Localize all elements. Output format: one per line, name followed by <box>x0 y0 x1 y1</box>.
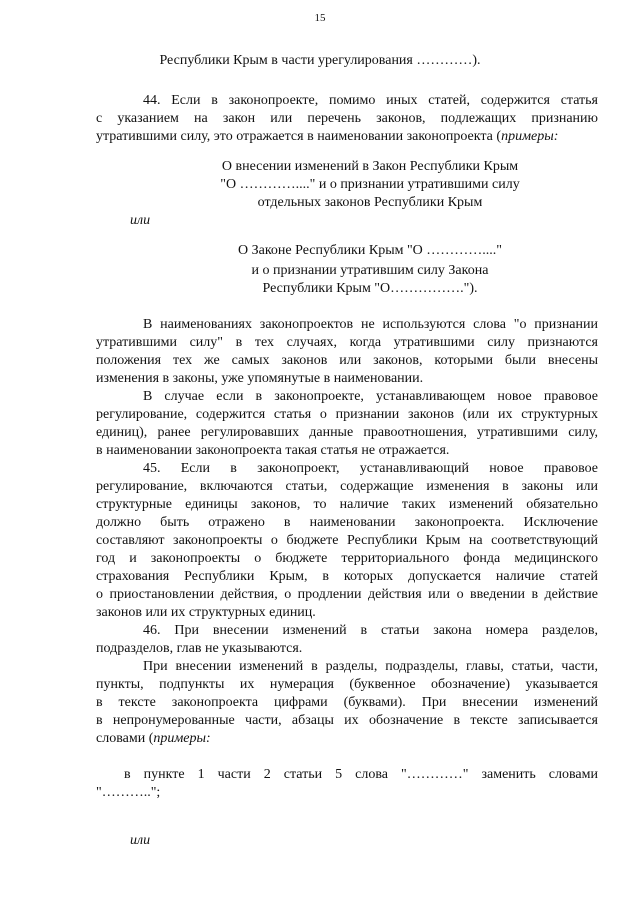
text-line: регулирование, содержится статья о признании законов (или их структурных <box>96 407 598 422</box>
example-line: "……….."; <box>96 785 161 800</box>
text-line: в наименовании законопроекта такая статья не отражается. <box>96 443 450 458</box>
italic-text: примеры: <box>153 731 211 746</box>
text-line: страхования Республики Крым, в которых допускается наличие статей <box>96 569 598 584</box>
text-line: При внесении изменений в разделы, подразделы, главы, статьи, части, <box>143 659 598 674</box>
text-span: утратившими силу, это отражается в наименовании законопроекта ( <box>96 129 502 144</box>
text-line: 44. Если в законопроекте, помимо иных статей, содержится статья <box>143 93 598 108</box>
text-line: утратившими силу" в тех случаях, когда утратившими силу признаются <box>96 335 598 350</box>
text-line: пункты, подпункты их нумерация (буквенное обозначение) указывается <box>96 677 598 692</box>
italic-text: примеры: <box>501 129 559 144</box>
text-line: положения тех же самых законов или законов, которыми были внесены <box>96 353 598 368</box>
or-label: или <box>130 833 151 848</box>
text-line: о приостановлении действия, о продлении действия или о введении в действие <box>96 587 598 602</box>
text-line: составляют законопроекты о бюджете Республики Крым на соответствующий <box>96 533 598 548</box>
text-line: Республики Крым в части урегулирования …………). <box>159 53 481 68</box>
text-line <box>96 128 558 146</box>
text-line: В наименованиях законопроектов не используются слова "о признании <box>143 317 598 332</box>
text-line: с указанием на закон или перечень законов, подлежащих признанию <box>96 111 598 126</box>
text-line: год и законопроекты о бюджете территориального фонда медицинского <box>96 551 598 566</box>
text-line: в тексте законопроекта цифрами (буквами). При внесении изменений <box>96 695 598 710</box>
text-line: регулирование, включаются статьи, содержащие изменения в законы или <box>96 479 598 494</box>
text-line: В случае если в законопроекте, устанавливающем новое правовое <box>143 389 598 404</box>
text-line: изменения в законы, уже упомянутые в наименовании. <box>96 371 424 386</box>
page-number: 15 <box>314 12 326 24</box>
example-line: О Законе Республики Крым "О …………...." <box>237 243 502 258</box>
example-line: О внесении изменений в Закон Республики Крым <box>221 159 519 174</box>
text-line: подразделов, глав не указываются. <box>96 641 303 656</box>
text-line: в непронумерованные части, абзацы их обозначение в тексте записывается <box>96 713 598 728</box>
text-line <box>96 730 211 748</box>
text-line: 45. Если в законопроект, устанавливающий новое правовое <box>143 461 598 476</box>
text-line: единиц), ранее регулировавших данные правоотношения, утратившими силу, <box>96 425 598 440</box>
example-line: Республики Крым "О……………."). <box>262 281 478 296</box>
example-line: в пункте 1 части 2 статьи 5 слова "…………" заменить словами <box>124 767 598 782</box>
example-line: "О …………...." и о признании утратившими силу <box>220 177 520 192</box>
text-line: законов или их структурных единиц. <box>96 605 316 620</box>
text-span: словами ( <box>96 731 154 746</box>
text-line: структурные единицы законов, то наличие таких изменений обязательно <box>96 497 598 512</box>
example-line: и о признании утратившим силу Закона <box>251 263 489 278</box>
text-line: должно быть отражено в наименовании законопроекта. Исключение <box>96 515 598 530</box>
text-line: 46. При внесении изменений в статьи закона номера разделов, <box>143 623 598 638</box>
example-line: отдельных законов Республики Крым <box>257 195 483 210</box>
or-label: или <box>130 213 151 228</box>
